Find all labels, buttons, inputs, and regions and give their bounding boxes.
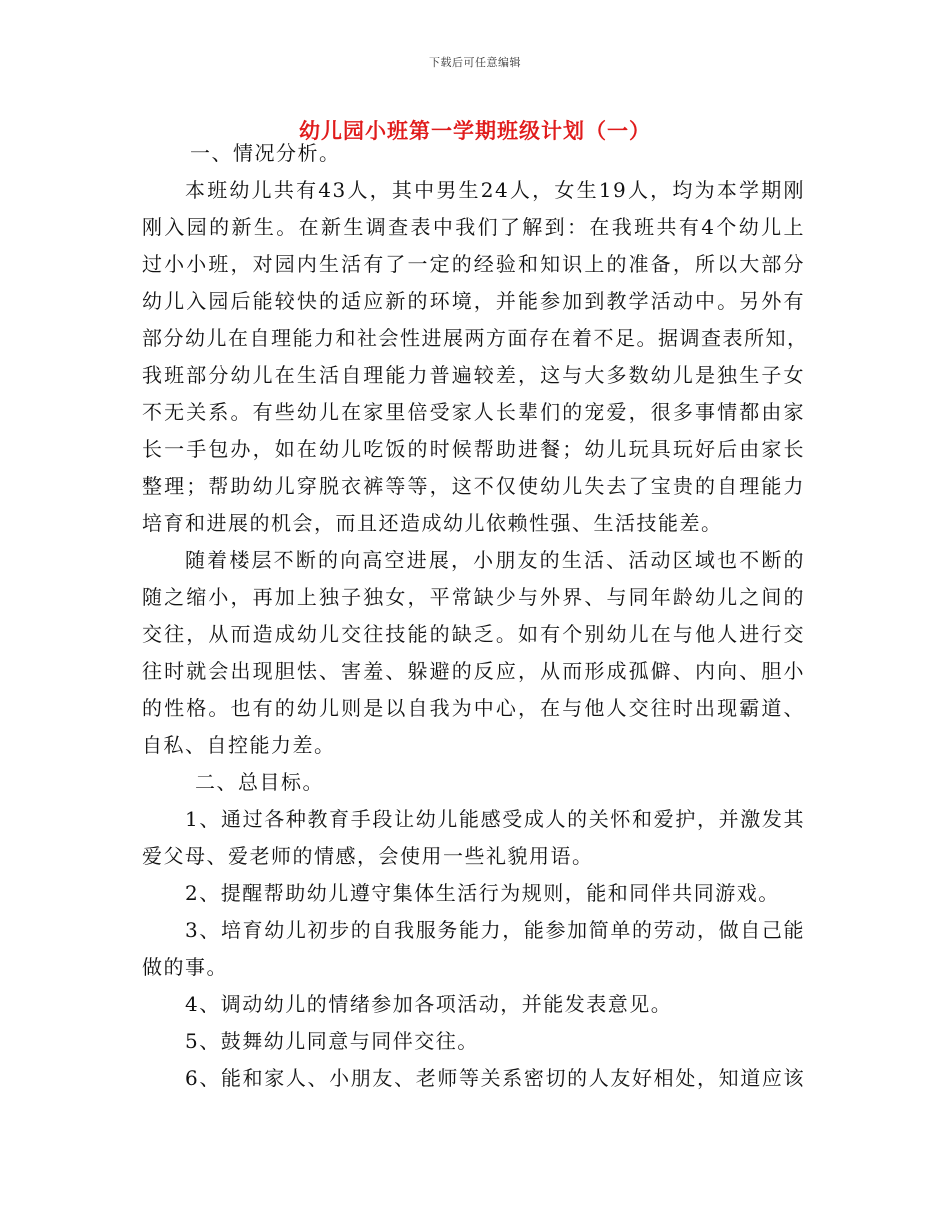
paragraph-line: 的性格。也有的幼儿则是以自我为中心，在与他人交往时出现霸道、 [142, 696, 805, 720]
header-note: 下载后可任意编辑 [429, 56, 521, 69]
section-heading: 一、情况分析。 [190, 141, 341, 165]
section-heading: 二、总目标。 [195, 770, 324, 794]
paragraph-line: 培育和进展的机会，而且还造成幼儿依赖性强、生活技能差。 [142, 511, 723, 535]
list-item: 6、能和家人、小朋友、老师等关系密切的人友好相处，知道应该 [185, 1066, 805, 1090]
list-item-continuation: 爱父母、爱老师的情感，会使用一些礼貌用语。 [142, 844, 594, 868]
list-item: 4、调动幼儿的情绪参加各项活动，并能发表意见。 [185, 992, 673, 1016]
paragraph-line: 整理；帮助幼儿穿脱衣裤等等，这不仅使幼儿失去了宝贵的自理能力 [142, 474, 805, 498]
paragraph-line: 本班幼儿共有43人，其中男生24人，女生19人，均为本学期刚 [185, 178, 805, 202]
list-item-continuation: 做的事。 [142, 955, 228, 979]
list-item: 2、提醒帮助幼儿遵守集体生活行为规则，能和同伴共同游戏。 [185, 881, 780, 905]
list-item: 5、鼓舞幼儿同意与同伴交往。 [185, 1029, 479, 1053]
paragraph-line: 不无关系。有些幼儿在家里倍受家人长辈们的宠爱，很多事情都由家 [142, 400, 805, 424]
paragraph-line: 我班部分幼儿在生活自理能力普遍较差，这与大多数幼儿是独生子女 [142, 363, 805, 387]
paragraph-line: 往时就会出现胆怯、害羞、躲避的反应，从而形成孤僻、内向、胆小 [142, 659, 805, 683]
paragraph-line: 过小小班，对园内生活有了一定的经验和知识上的准备，所以大部分 [142, 252, 805, 276]
paragraph-line: 随着楼层不断的向高空进展，小朋友的生活、活动区域也不断的 [185, 548, 805, 572]
paragraph-line: 长一手包办，如在幼儿吃饭的时候帮助进餐；幼儿玩具玩好后由家长 [142, 437, 805, 461]
document-title: 幼儿园小班第一学期班级计划（一） [299, 118, 651, 143]
paragraph-line: 自私、自控能力差。 [142, 733, 336, 757]
paragraph-line: 幼儿入园后能较快的适应新的环境，并能参加到教学活动中。另外有 [142, 289, 805, 313]
paragraph-line: 部分幼儿在自理能力和社会性进展两方面存在着不足。据调查表所知， [142, 326, 809, 350]
paragraph-line: 随之缩小，再加上独子独女，平常缺少与外界、与同年龄幼儿之间的 [142, 585, 805, 609]
paragraph-line: 刚入园的新生。在新生调查表中我们了解到：在我班共有4个幼儿上 [142, 215, 805, 239]
list-item: 1、通过各种教育手段让幼儿能感受成人的关怀和爱护，并激发其 [185, 807, 805, 831]
paragraph-line: 交往，从而造成幼儿交往技能的缺乏。如有个别幼儿在与他人进行交 [142, 622, 805, 646]
list-item: 3、培育幼儿初步的自我服务能力，能参加简单的劳动，做自己能 [185, 918, 805, 942]
